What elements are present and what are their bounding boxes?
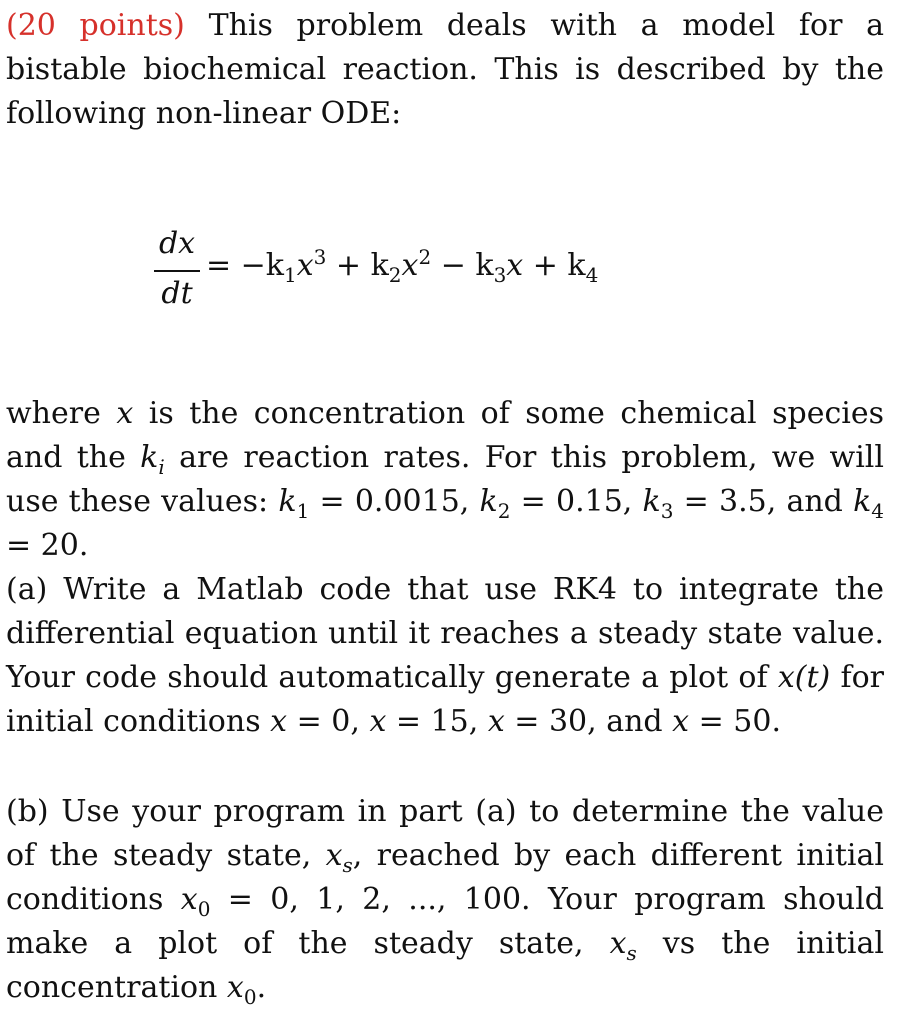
- rhs-term-2-exp: 2: [418, 245, 432, 269]
- part-b-xs-sub: s: [342, 853, 353, 877]
- rhs-term-2-var: x: [401, 248, 419, 283]
- where-text: where: [6, 396, 117, 431]
- rhs-term-4-sub: 4: [585, 263, 599, 287]
- part-a-x: x: [487, 704, 505, 739]
- part-b-x0-sub: 0: [197, 897, 211, 921]
- and-text: and: [776, 484, 854, 519]
- part-b-x0-sub: 0: [243, 985, 257, 1009]
- rhs-term-1-exp: 3: [313, 245, 327, 269]
- part-a-x: x: [672, 704, 690, 739]
- rhs-term-1-var: x: [296, 248, 314, 283]
- part-b-xs: x: [325, 838, 343, 873]
- k4-value: = 20.: [6, 528, 89, 563]
- k1-label: k: [278, 484, 297, 519]
- part-b-xs-sub: s: [626, 941, 637, 965]
- part-a-value: = 30, and: [504, 704, 673, 739]
- k2-sub: 2: [497, 499, 511, 523]
- k3-label: k: [642, 484, 661, 519]
- rhs-term-4-coef: + k: [523, 248, 586, 283]
- k3-sub: 3: [660, 499, 674, 523]
- part-a-xt: x(t): [777, 660, 831, 695]
- part-b-text: .: [256, 970, 267, 1005]
- where-paragraph: [6, 392, 884, 568]
- where-k: k: [140, 440, 159, 475]
- k3-value: = 3.5,: [673, 484, 777, 519]
- rhs-term-3-coef: − k: [431, 248, 494, 283]
- where-text: are reaction rates. For this problem, we will use these values:: [6, 440, 884, 519]
- part-b-paragraph: [6, 790, 884, 1010]
- part-a-value: = 50.: [689, 704, 781, 739]
- part-a-x: x: [270, 704, 288, 739]
- rhs-term-1-coef: = −k: [206, 248, 284, 283]
- part-b-text: , reached by each different initial conditions: [6, 838, 884, 917]
- part-b-text: = 0, 1, 2, ..., 100. Your program should make a plot of the steady state,: [6, 882, 884, 961]
- rhs-term-1-sub: 1: [284, 263, 297, 287]
- part-a-paragraph: [6, 568, 884, 744]
- k4-label: k: [853, 484, 872, 519]
- part-b-x0: x: [180, 882, 198, 917]
- part-a-value: = 15,: [386, 704, 488, 739]
- part-a-text: for initial conditions: [6, 660, 884, 739]
- part-b-x0: x: [226, 970, 244, 1005]
- k1-sub: 1: [296, 499, 310, 523]
- fraction-numerator: dx: [158, 226, 196, 261]
- part-b-text: vs the initial concentration: [6, 926, 884, 1005]
- part-a-text: (a) Write a Matlab code that use RK4 to integrate the differential equation until it reaches a steady state value. Your code should automatically generate a plot of: [6, 572, 884, 695]
- fraction-denominator: dt: [161, 276, 193, 311]
- k1-value: = 0.0015,: [309, 484, 480, 519]
- equation-rhs: [206, 245, 599, 287]
- rhs-term-2-sub: 2: [388, 263, 402, 287]
- part-a-value: = 0,: [287, 704, 370, 739]
- fraction-bar: [154, 270, 200, 272]
- points-label: (20 points): [6, 8, 185, 43]
- where-text: is the concentration of some chemical species and the: [6, 396, 884, 475]
- where-k-sub: i: [158, 455, 165, 479]
- part-a-x: x: [369, 704, 387, 739]
- k2-value: = 0.15,: [510, 484, 643, 519]
- part-b-xs: x: [609, 926, 627, 961]
- part-b-text: (b) Use your program in part (a) to determine the value of the steady state,: [6, 794, 884, 873]
- rhs-term-3-sub: 3: [493, 263, 507, 287]
- rhs-term-2-coef: + k: [326, 248, 389, 283]
- k4-sub: 4: [871, 499, 885, 523]
- intro-text: This problem deals with a model for a bistable biochemical reaction. This is described by the following non-linear ODE:: [6, 8, 884, 131]
- ode-equation: [6, 226, 884, 326]
- rhs-term-3-var: x: [506, 248, 524, 283]
- where-var: x: [116, 396, 134, 431]
- intro-paragraph: [6, 4, 884, 136]
- k2-label: k: [479, 484, 498, 519]
